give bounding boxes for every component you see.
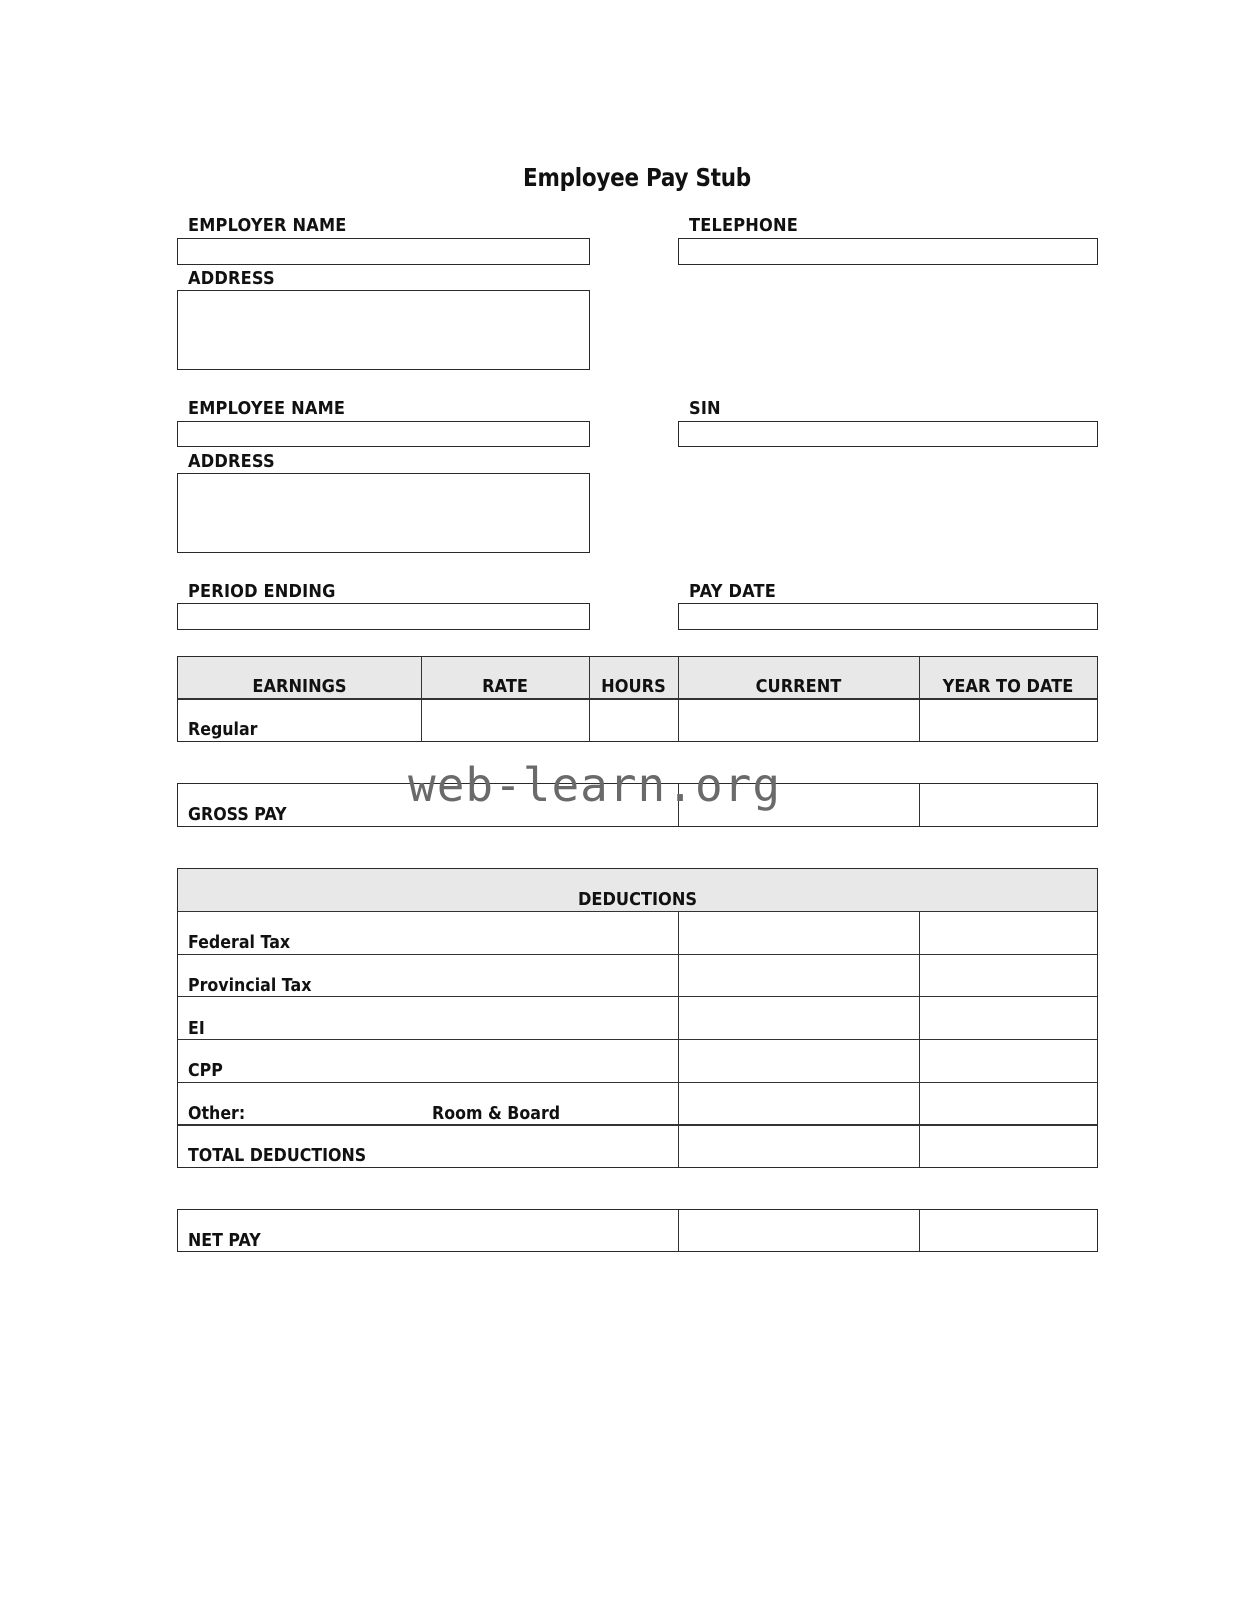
- column-header-rate: RATE: [482, 676, 528, 697]
- employer-name-input[interactable]: [178, 239, 589, 264]
- deduction-label-cpp: CPP: [188, 1060, 223, 1081]
- employee-address-label: ADDRESS: [188, 451, 275, 472]
- deduction-label-provincial-tax: Provincial Tax: [188, 975, 312, 996]
- employer-address-field[interactable]: [177, 290, 590, 370]
- deduction-label-other: Other:: [188, 1103, 246, 1124]
- deduction-label-federal-tax: Federal Tax: [188, 932, 291, 953]
- employee-name-input[interactable]: [178, 422, 589, 446]
- ei-ytd-cell[interactable]: [920, 997, 1096, 1039]
- watermark: web-learn.org: [408, 758, 782, 812]
- pay-date-label: PAY DATE: [689, 581, 777, 602]
- regular-ytd-cell[interactable]: [920, 700, 1096, 740]
- earnings-row-label: Regular: [188, 719, 258, 740]
- employee-name-field[interactable]: [177, 421, 590, 447]
- sin-input[interactable]: [679, 422, 1097, 446]
- telephone-label: TELEPHONE: [689, 215, 798, 236]
- deduction-label-ei: EI: [188, 1018, 205, 1039]
- net-pay-current-cell[interactable]: [679, 1210, 919, 1250]
- federal-tax-current-cell[interactable]: [679, 912, 919, 954]
- telephone-field[interactable]: [678, 238, 1098, 265]
- deductions-header: DEDUCTIONS: [577, 889, 698, 910]
- employer-address-label: ADDRESS: [188, 268, 275, 289]
- provincial-tax-current-cell[interactable]: [679, 955, 919, 996]
- employer-name-label: EMPLOYER NAME: [188, 215, 347, 236]
- provincial-tax-ytd-cell[interactable]: [920, 955, 1096, 996]
- page-title: Employee Pay Stub: [523, 163, 751, 192]
- cpp-ytd-cell[interactable]: [920, 1040, 1096, 1082]
- employee-name-label: EMPLOYEE NAME: [188, 398, 346, 419]
- net-pay-label: NET PAY: [188, 1230, 261, 1251]
- employee-address-field[interactable]: [177, 473, 590, 553]
- column-header-ytd: YEAR TO DATE: [942, 676, 1074, 697]
- cpp-current-cell[interactable]: [679, 1040, 919, 1082]
- employee-address-input[interactable]: [178, 474, 589, 552]
- federal-tax-ytd-cell[interactable]: [920, 912, 1096, 954]
- employer-name-field[interactable]: [177, 238, 590, 265]
- other-current-cell[interactable]: [679, 1083, 919, 1124]
- pay-date-input[interactable]: [679, 604, 1097, 629]
- column-header-hours: HOURS: [601, 676, 666, 697]
- period-ending-input[interactable]: [178, 604, 589, 629]
- total-deductions-ytd-cell[interactable]: [920, 1126, 1096, 1166]
- total-deductions-current-cell[interactable]: [679, 1126, 919, 1166]
- net-pay-ytd-cell[interactable]: [920, 1210, 1096, 1250]
- regular-current-cell[interactable]: [679, 700, 919, 740]
- deduction-sublabel-room-board: Room & Board: [432, 1103, 561, 1124]
- column-header-earnings: EARNINGS: [252, 676, 347, 697]
- period-ending-field[interactable]: [177, 603, 590, 630]
- employer-address-input[interactable]: [178, 291, 589, 369]
- sin-label: SIN: [689, 398, 721, 419]
- gross-pay-label: GROSS PAY: [188, 804, 287, 825]
- earnings-table: [177, 656, 1098, 742]
- period-ending-label: PERIOD ENDING: [188, 581, 336, 602]
- gross-pay-ytd-cell[interactable]: [920, 784, 1096, 825]
- sin-field[interactable]: [678, 421, 1098, 447]
- column-header-current: CURRENT: [755, 676, 842, 697]
- deductions-table: [177, 868, 1098, 1168]
- ei-current-cell[interactable]: [679, 997, 919, 1039]
- regular-hours-cell[interactable]: [590, 700, 678, 740]
- deduction-label-total: TOTAL DEDUCTIONS: [188, 1145, 367, 1166]
- net-pay-row: [177, 1209, 1098, 1252]
- other-ytd-cell[interactable]: [920, 1083, 1096, 1124]
- telephone-input[interactable]: [679, 239, 1097, 264]
- regular-rate-cell[interactable]: [422, 700, 588, 740]
- pay-date-field[interactable]: [678, 603, 1098, 630]
